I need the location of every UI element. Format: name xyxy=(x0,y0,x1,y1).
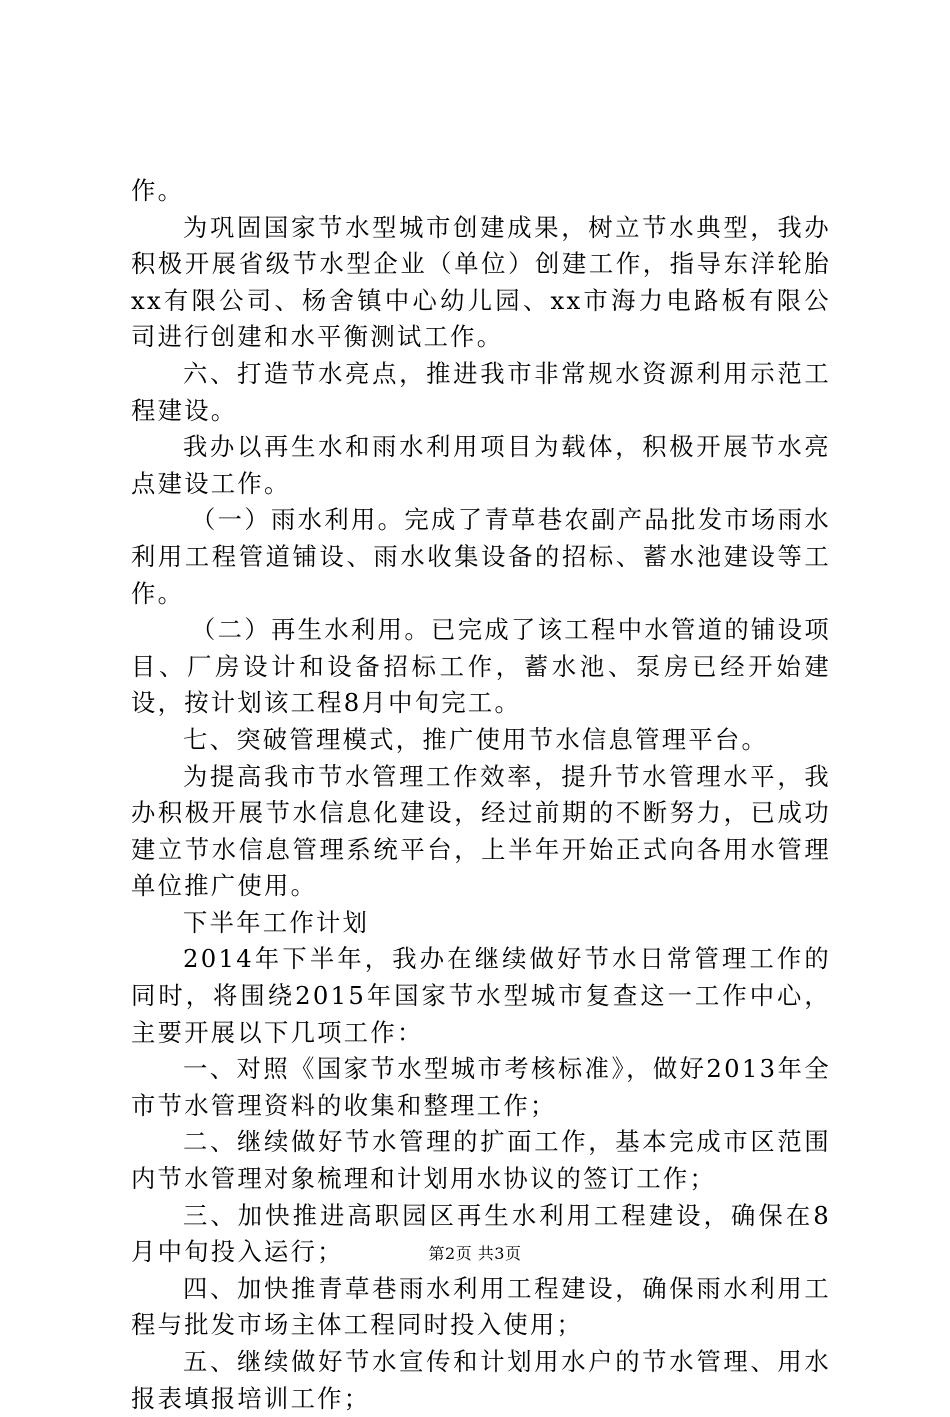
paragraph-continuation: 作。 xyxy=(131,176,185,205)
plan-item-one: 一、对照《国家节水型城市考核标准》，做好2013年全市节水管理资料的收集和整理工作； xyxy=(131,1054,831,1120)
section-heading-six: 六、打造节水亮点，推进我市非常规水资源利用示范工程建设。 xyxy=(131,358,831,425)
paragraph-rainwater-use: （一）雨水利用。完成了青草巷农副产品批发市场雨水利用工程管道铺设、雨水收集设备的招标、蓄水池建设等工作。 xyxy=(131,505,831,608)
heading-second-half-plan: 下半年工作计划 xyxy=(183,907,370,937)
page-footer: 第2页 共3页 xyxy=(428,1244,522,1263)
paragraph-highlight-projects: 我办以再生水和雨水利用项目为载体，积极开展节水亮点建设工作。 xyxy=(131,432,831,498)
document-body xyxy=(131,173,831,1417)
plan-item-four: 四、加快推青草巷雨水利用工程建设，确保雨水利用工程与批发市场主体工程同时投入使用； xyxy=(131,1273,831,1340)
plan-item-three: 三、加快推进高职园区再生水利用工程建设，确保在8月中旬投入运行； xyxy=(131,1200,831,1267)
paragraph-reclaimed-water-use: （二）再生水利用。已完成了该工程中水管道的铺设项目、厂房设计和设备招标工作，蓄水池、泵房已经开始建设，按计划该工程8月中旬完工。 xyxy=(131,615,831,718)
plan-item-five: 五、继续做好节水宣传和计划用水户的节水管理、用水报表填报培训工作； xyxy=(131,1347,831,1413)
plan-item-two: 二、继续做好节水管理的扩面工作，基本完成市区范围内节水管理对象梳理和计划用水协议的签订工作； xyxy=(131,1127,831,1194)
paragraph-second-half-intro: 2014年下半年，我办在继续做好节水日常管理工作的同时，将围绕2015年国家节水型城市复查这一工作中心，主要开展以下几项工作： xyxy=(131,944,831,1047)
paragraph-information-platform: 为提高我市节水管理工作效率，提升节水管理水平，我办积极开展节水信息化建设，经过前期的不断努力，已成功建立节水信息管理系统平台，上半年开始正式向各用水管理单位推广使用。 xyxy=(131,761,831,901)
section-heading-seven: 七、突破管理模式，推广使用节水信息管理平台。 xyxy=(183,724,769,754)
paragraph-water-saving-enterprise: 为巩固国家节水型城市创建成果，树立节水典型，我办积极开展省级节水型企业（单位）创建工作，指导东洋轮胎xx有限公司、杨舍镇中心幼儿园、xx市海力电路板有限公司进行创建和水平衡测试工作。 xyxy=(131,212,831,352)
